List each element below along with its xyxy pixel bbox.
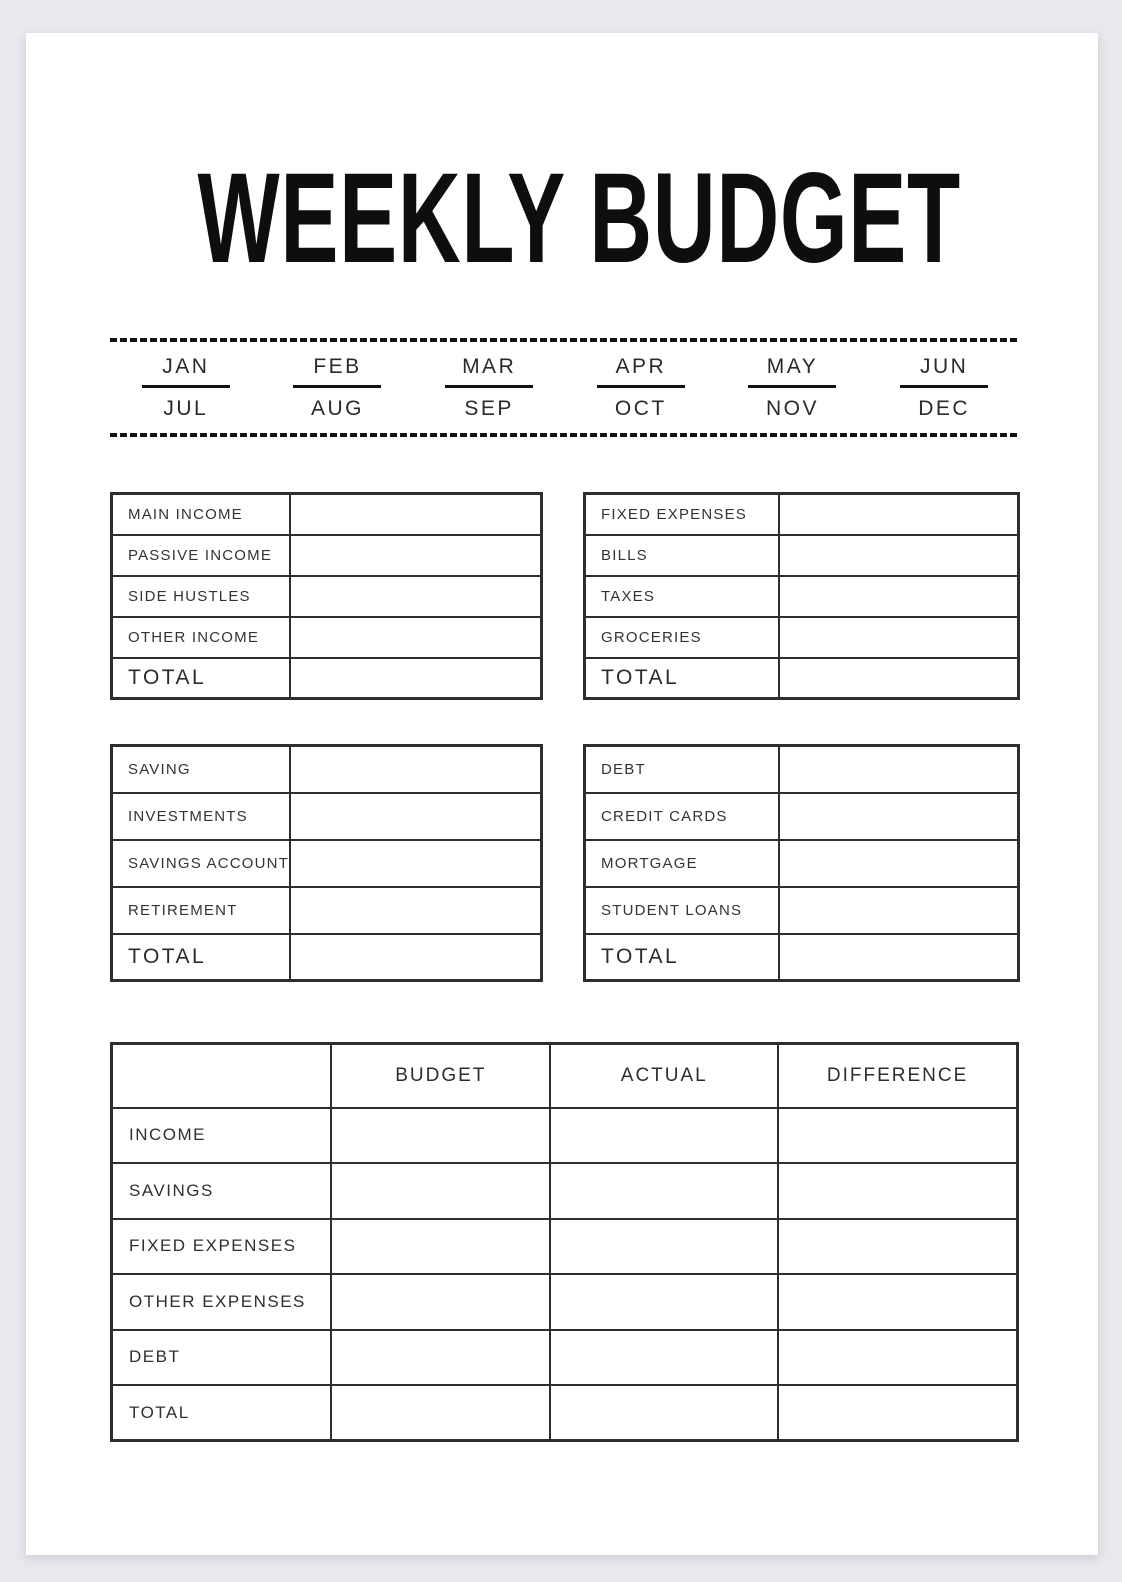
amount-cell[interactable] xyxy=(550,1219,778,1275)
summary-header-row xyxy=(112,1044,1018,1108)
amount-cell[interactable] xyxy=(290,793,541,840)
summary-section xyxy=(110,1042,1020,1442)
table-row xyxy=(112,535,542,576)
amount-cell[interactable] xyxy=(779,934,1019,981)
table-row xyxy=(112,746,542,793)
table-row xyxy=(112,617,542,658)
debt-table xyxy=(583,744,1020,982)
row-label: MAIN INCOME xyxy=(112,494,290,535)
table-row xyxy=(585,576,1019,617)
table-row xyxy=(112,887,542,934)
fixed-expenses-table xyxy=(583,492,1020,700)
summary-table xyxy=(110,1042,1019,1442)
amount-cell[interactable] xyxy=(779,658,1019,699)
row-label: SAVINGS ACCOUNT xyxy=(112,840,291,887)
total-label: TOTAL xyxy=(112,934,291,981)
row-label: CREDIT CARDS xyxy=(585,793,779,840)
amount-cell[interactable] xyxy=(778,1219,1017,1275)
corner-cell xyxy=(112,1044,332,1108)
amount-cell[interactable] xyxy=(290,576,542,617)
month-feb[interactable]: FEB xyxy=(293,355,381,388)
amount-cell[interactable] xyxy=(290,494,542,535)
amount-cell[interactable] xyxy=(779,793,1019,840)
savings-table xyxy=(110,744,543,982)
table-total-row xyxy=(112,934,542,981)
summary-row-savings xyxy=(112,1163,1018,1219)
amount-cell[interactable] xyxy=(331,1219,550,1275)
table-total-row xyxy=(112,658,542,699)
month-apr[interactable]: APR xyxy=(597,355,685,388)
table-row xyxy=(585,617,1019,658)
row-label: DEBT xyxy=(112,1330,332,1386)
amount-cell[interactable] xyxy=(290,658,542,699)
summary-row-debt xyxy=(112,1330,1018,1386)
amount-cell[interactable] xyxy=(550,1163,778,1219)
amount-cell[interactable] xyxy=(550,1385,778,1441)
amount-cell[interactable] xyxy=(290,535,542,576)
amount-cell[interactable] xyxy=(779,746,1019,793)
month-selector xyxy=(110,338,1020,437)
amount-cell[interactable] xyxy=(779,494,1019,535)
table-total-row xyxy=(585,934,1019,981)
amount-cell[interactable] xyxy=(778,1330,1017,1386)
row-label: GROCERIES xyxy=(585,617,779,658)
month-mar[interactable]: MAR xyxy=(445,355,533,388)
months-grid xyxy=(110,342,1020,433)
table-row xyxy=(112,793,542,840)
month-jan[interactable]: JAN xyxy=(142,355,230,388)
amount-cell[interactable] xyxy=(290,887,541,934)
total-label: TOTAL xyxy=(585,934,779,981)
mini-tables-grid xyxy=(110,492,1020,982)
row-label: INVESTMENTS xyxy=(112,793,291,840)
total-label: TOTAL xyxy=(112,1385,332,1441)
summary-row-fixed-expenses xyxy=(112,1219,1018,1275)
row-label: FIXED EXPENSES xyxy=(585,494,779,535)
column-header-budget: BUDGET xyxy=(331,1044,550,1108)
month-oct[interactable]: OCT xyxy=(614,397,667,420)
table-row xyxy=(112,494,542,535)
column-header-actual: ACTUAL xyxy=(550,1044,778,1108)
row-label: SAVING xyxy=(112,746,291,793)
amount-cell[interactable] xyxy=(779,535,1019,576)
total-label: TOTAL xyxy=(112,658,290,699)
row-label: TAXES xyxy=(585,576,779,617)
table-row xyxy=(585,840,1019,887)
amount-cell[interactable] xyxy=(290,746,541,793)
row-label: MORTGAGE xyxy=(585,840,779,887)
amount-cell[interactable] xyxy=(331,1108,550,1164)
row-label: OTHER INCOME xyxy=(112,617,290,658)
row-label: STUDENT LOANS xyxy=(585,887,779,934)
table-row xyxy=(585,793,1019,840)
month-jul[interactable]: JUL xyxy=(163,397,209,420)
amount-cell[interactable] xyxy=(779,840,1019,887)
amount-cell[interactable] xyxy=(290,934,541,981)
income-table xyxy=(110,492,543,700)
amount-cell[interactable] xyxy=(331,1274,550,1330)
table-row xyxy=(112,840,542,887)
amount-cell[interactable] xyxy=(779,887,1019,934)
month-dec[interactable]: DEC xyxy=(918,397,971,420)
amount-cell[interactable] xyxy=(550,1330,778,1386)
month-jun[interactable]: JUN xyxy=(900,355,988,388)
table-row xyxy=(585,887,1019,934)
row-label: DEBT xyxy=(585,746,779,793)
table-total-row xyxy=(585,658,1019,699)
amount-cell[interactable] xyxy=(778,1108,1017,1164)
month-may[interactable]: MAY xyxy=(748,355,836,388)
table-row xyxy=(585,535,1019,576)
row-label: OTHER EXPENSES xyxy=(112,1274,332,1330)
page-title: WEEKLY BUDGET xyxy=(197,147,961,290)
amount-cell[interactable] xyxy=(778,1385,1017,1441)
row-label: RETIREMENT xyxy=(112,887,291,934)
column-header-difference: DIFFERENCE xyxy=(778,1044,1017,1108)
amount-cell[interactable] xyxy=(331,1163,550,1219)
row-label: SAVINGS xyxy=(112,1163,332,1219)
month-aug[interactable]: AUG xyxy=(310,397,364,420)
amount-cell[interactable] xyxy=(550,1108,778,1164)
row-label: BILLS xyxy=(585,535,779,576)
total-label: TOTAL xyxy=(585,658,779,699)
table-row xyxy=(585,746,1019,793)
month-nov[interactable]: NOV xyxy=(765,397,819,420)
amount-cell[interactable] xyxy=(290,840,541,887)
amount-cell[interactable] xyxy=(290,617,542,658)
budget-sheet-page xyxy=(26,33,1098,1555)
amount-cell[interactable] xyxy=(331,1330,550,1386)
dashed-divider-bottom xyxy=(110,433,1020,437)
amount-cell[interactable] xyxy=(778,1163,1017,1219)
table-row xyxy=(585,494,1019,535)
summary-row-total xyxy=(112,1385,1018,1441)
summary-row-other-expenses xyxy=(112,1274,1018,1330)
amount-cell[interactable] xyxy=(331,1385,550,1441)
row-label: PASSIVE INCOME xyxy=(112,535,290,576)
amount-cell[interactable] xyxy=(778,1274,1017,1330)
month-sep[interactable]: SEP xyxy=(464,397,514,420)
summary-row-income xyxy=(112,1108,1018,1164)
amount-cell[interactable] xyxy=(779,617,1019,658)
row-label: INCOME xyxy=(112,1108,332,1164)
amount-cell[interactable] xyxy=(550,1274,778,1330)
table-row xyxy=(112,576,542,617)
amount-cell[interactable] xyxy=(779,576,1019,617)
row-label: FIXED EXPENSES xyxy=(112,1219,332,1275)
row-label: SIDE HUSTLES xyxy=(112,576,290,617)
